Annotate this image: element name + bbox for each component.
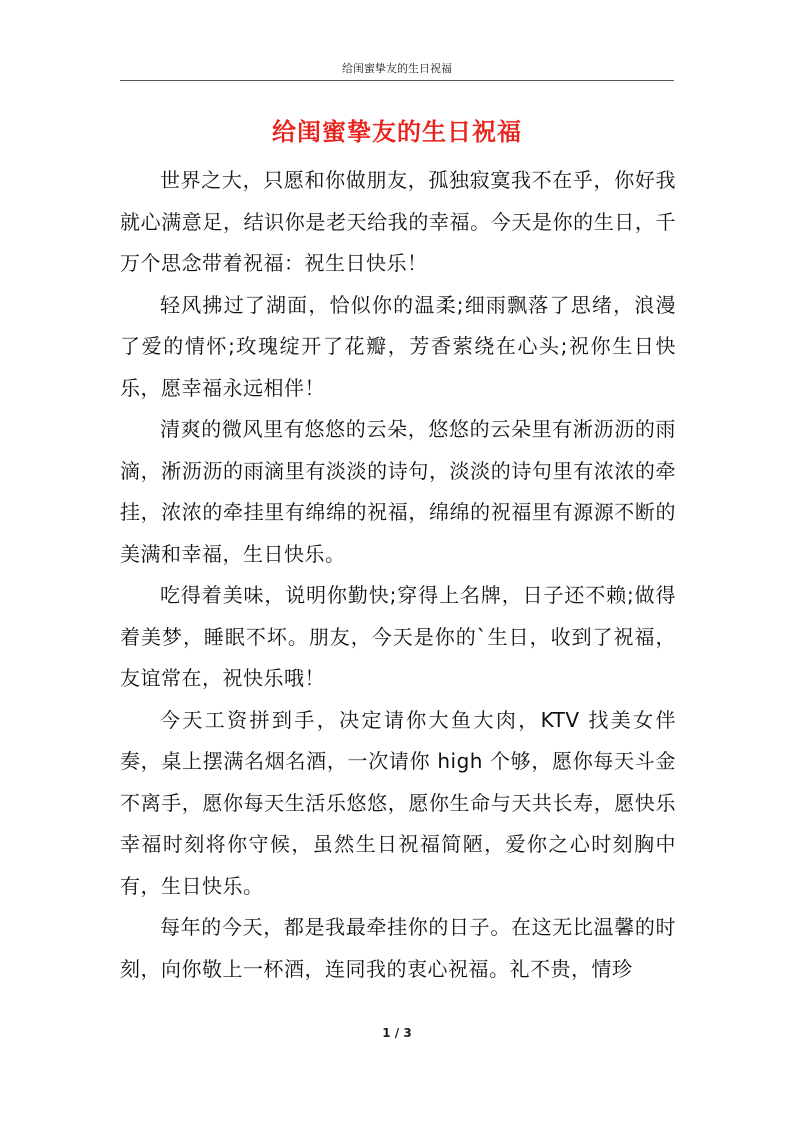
paragraph: 吃得着美味，说明你勤快;穿得上名牌，日子还不赖;做得着美梦，睡眠不坏。朋友，今天是你的`生日，收到了祝福，友谊常在，祝快乐哦！ xyxy=(120,583,676,690)
document-title: 给闺蜜挚友的生日祝福 xyxy=(272,118,522,146)
paragraph: 每年的今天，都是我最牵挂你的日子。在这无比温馨的时刻，向你敬上一杯酒，连同我的衷心祝福。礼不贵，情珍 xyxy=(120,915,676,981)
paragraph: 今天工资拼到手，决定请你大鱼大肉，KTV 找美女伴奏，桌上摆满名烟名酒，一次请你 high 个够，愿你每天斗金不离手，愿你每天生活乐悠悠，愿你生命与天共长寿，愿快乐幸福时刻将你守候，虽然生日祝福简陋，爱你之心时刻胸中有，生日快乐。 xyxy=(120,707,676,898)
running-header: 给闺蜜挚友的生日祝福 xyxy=(342,62,452,75)
header-divider xyxy=(120,80,674,81)
document-body xyxy=(120,160,676,990)
paragraph: 轻风拂过了湖面，恰似你的温柔;细雨飘落了思绪，浪漫了爱的情怀;玫瑰绽开了花瓣，芳香萦绕在心头;祝你生日快乐，愿幸福永远相伴！ xyxy=(120,292,676,400)
page-number: 1 / 3 xyxy=(382,1026,412,1040)
paragraph: 清爽的微风里有悠悠的云朵，悠悠的云朵里有淅沥沥的雨滴，淅沥沥的雨滴里有淡淡的诗句，淡淡的诗句里有浓浓的牵挂，浓浓的牵挂里有绵绵的祝福，绵绵的祝福里有源源不断的美满和幸福，生日快乐。 xyxy=(120,417,676,566)
paragraph: 世界之大，只愿和你做朋友，孤独寂寞我不在乎，你好我就心满意足，结识你是老天给我的幸福。今天是你的生日，千万个思念带着祝福：祝生日快乐！ xyxy=(120,168,676,275)
